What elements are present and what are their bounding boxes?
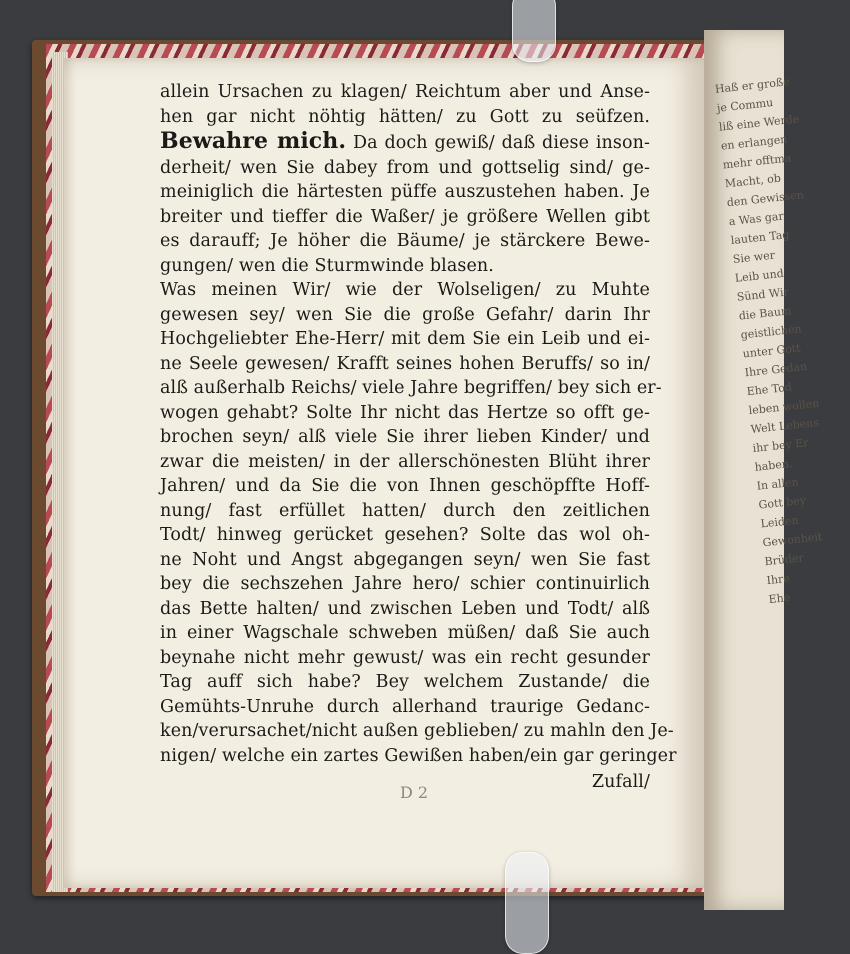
catchword: Zufall/ xyxy=(591,772,650,792)
facing-page-fragment: Gott bey xyxy=(758,493,807,512)
facing-page-fragment: Brüder xyxy=(763,551,805,569)
facing-page-fragment: Sie wer xyxy=(732,248,776,266)
page-clip-top xyxy=(512,0,556,62)
facing-page-fragment: Sünd Wir xyxy=(736,285,790,304)
facing-page-fragment: unter Gott xyxy=(742,341,802,361)
facing-page-fragment: In allen xyxy=(756,475,800,493)
facing-page-fragment: leben wollen xyxy=(748,396,820,418)
facing-page-fragment: en erlangen xyxy=(720,132,788,153)
text-line: ken/verursachet/nicht außen geblieben/ zu mahln den Je- xyxy=(160,721,674,741)
facing-page-fragment: Gewonheit xyxy=(761,530,823,550)
text-line: derheit/ wen Sie dabey from und gottselig sind/ ge- xyxy=(160,157,650,178)
facing-page-fragment: geistlichen xyxy=(740,322,803,342)
facing-page-fragment: mehr offtma xyxy=(722,151,792,172)
facing-page-fragment: liß eine Werde xyxy=(718,112,800,134)
facing-page-fragment: ihr bey Er xyxy=(752,436,810,455)
facing-page-fragment: lauten Tag xyxy=(730,228,791,248)
text-line: breiter und tieffer die Waßer/ je größere Wellen gibt xyxy=(160,206,650,227)
text-line: Todt/ hinweg gerücket gesehen? Solte das wol oh- xyxy=(160,525,650,545)
facing-page-fragment: je Commu xyxy=(716,95,774,115)
text-line: Da doch gewiß/ daß diese inson- xyxy=(352,133,651,153)
text-line: wogen gehabt? Solte Ihr nicht das Hertze so offt ge- xyxy=(160,402,650,423)
facing-page-fragment: Ihre Gedan xyxy=(744,359,808,380)
text-line: ne Seele gewesen/ Krafft seines hohen Beruffs/ so in/ xyxy=(160,353,650,374)
text-line: meiniglich die härtesten püffe auszustehen haben. Je xyxy=(160,182,650,202)
section-heading: Bewahre mich. xyxy=(160,128,347,154)
facing-page-fragment: Leiden xyxy=(759,513,800,531)
text-line: beynahe nicht mehr gewust/ was ein recht gesunder xyxy=(160,647,650,668)
facing-page-fragment: haben. xyxy=(754,456,793,474)
text-line: nung/ fast erfüllet hatten/ durch den zeitlichen xyxy=(160,500,650,521)
text-line: Jahren/ und da Sie die von Ihnen geschöpffte Hoff- xyxy=(160,476,650,496)
text-line: alß außerhalb Reichs/ viele Jahre begriffen/ bey sich er- xyxy=(160,378,662,398)
facing-page xyxy=(704,30,823,910)
facing-page-fragment: Welt Lebens xyxy=(750,415,820,437)
text-line: das Bette halten/ und zwischen Leben und Todt/ alß xyxy=(160,598,650,619)
page-clip-bottom xyxy=(505,852,549,954)
text-line: in einer Wagschale schweben müßen/ daß Sie auch xyxy=(160,623,650,643)
text-line: Tag auff sich habe? Bey welchem Zustande/ die xyxy=(160,672,650,692)
text-line: Was meinen Wir/ wie der Wolseligen/ zu Muhte xyxy=(160,280,650,300)
text-line: Gemühts-Unruhe durch allerhand traurige Gedanc- xyxy=(160,696,650,717)
facing-page-fragment: Ehe xyxy=(767,590,791,607)
text-line: brochen seyn/ alß viele Sie ihrer lieben Kinder/ und xyxy=(160,427,650,447)
facing-page-fragment: den Gewissen xyxy=(726,188,805,210)
page-text xyxy=(160,80,677,795)
text-line: zwar die meisten/ in der allerschönesten Blüht ihrer xyxy=(160,451,650,472)
facing-page-fragment: die Baum xyxy=(738,304,792,323)
signature-mark: D 2 xyxy=(400,783,429,802)
text-line: es darauff; Je höher die Bäume/ je stärckere Bewe- xyxy=(160,231,650,251)
facing-page-fragment: Macht, ob xyxy=(724,171,782,191)
facing-page-text xyxy=(714,73,839,609)
text-line: ne Noht und Angst abgegangen seyn/ wen Sie fast xyxy=(160,549,650,570)
facing-page-fragment: Leib und xyxy=(734,266,785,285)
text-line-with-heading xyxy=(160,129,650,156)
text-line: gewesen sey/ wen Sie die große Gefahr/ darin Ihr xyxy=(160,304,650,325)
facing-page-fragment: Ihre xyxy=(765,571,791,588)
text-line: hen gar nicht nöhtig hätten/ zu Gott zu seüfzen. xyxy=(160,106,650,127)
text-line: nigen/ welche ein zartes Gewißen haben/ein gar geringer xyxy=(160,745,677,766)
text-line: gungen/ wen die Sturmwinde blasen. xyxy=(160,255,494,276)
facing-page-fragment: Ehe Tod xyxy=(746,380,793,399)
facing-page-fragment: a Was gar xyxy=(728,209,785,229)
text-line: Hochgeliebter Ehe-Herr/ mit dem Sie ein Leib und ei- xyxy=(160,329,650,349)
text-line: allein Ursachen zu klagen/ Reichtum aber und Anse- xyxy=(160,82,650,102)
text-line: bey die sechszehen Jahre hero/ schier continuirlich xyxy=(160,574,650,594)
facing-page-fragment: Haß er große xyxy=(714,75,791,96)
